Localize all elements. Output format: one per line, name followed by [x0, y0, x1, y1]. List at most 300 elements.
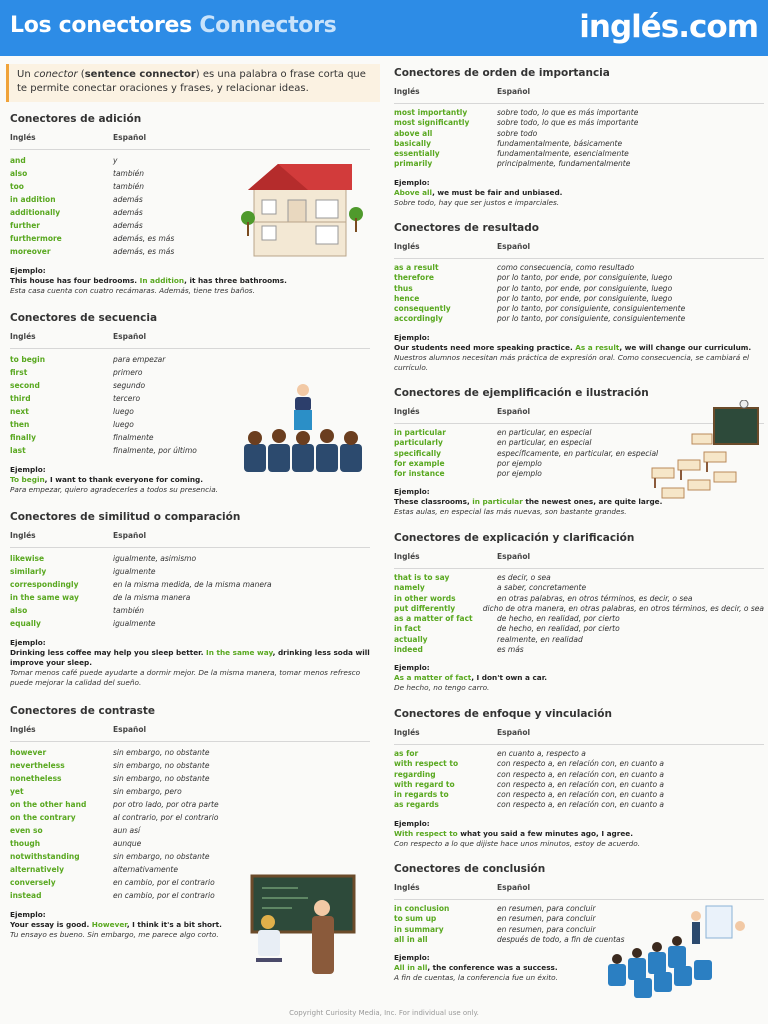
connector-english: primarily: [394, 159, 433, 169]
example-post: , drinking less soda will improve your sleep.: [10, 648, 370, 667]
connector-spanish: por ejemplo: [497, 469, 542, 479]
connector-english: in other words: [394, 593, 456, 603]
table-row: [394, 759, 764, 769]
col-header-spanish: Español: [497, 242, 531, 251]
section-importancia: [394, 67, 764, 208]
table-row: [394, 139, 764, 149]
connector-spanish: por lo tanto, por ende, por consiguiente, luego: [497, 293, 673, 303]
example-sentence: [10, 276, 370, 286]
connector-spanish: igualmente: [113, 619, 156, 628]
connector-english: last: [10, 446, 26, 455]
connector-english: in summary: [394, 924, 444, 934]
table-row: [394, 583, 764, 593]
example-post: , we will change our curriculum.: [619, 342, 752, 352]
col-header-spanish: Español: [497, 87, 531, 96]
col-header-english: Inglés: [10, 332, 36, 341]
intro-box: [6, 64, 380, 102]
connector-spanish: luego: [113, 420, 134, 429]
example-post: what you said a few minutes ago, I agree.: [457, 828, 633, 838]
connector-spanish: por ejemplo: [497, 458, 542, 468]
connector-english: hence: [394, 293, 420, 303]
connector-english: in fact: [394, 624, 421, 634]
connector-spanish: también: [113, 606, 145, 615]
table-row: [10, 837, 370, 850]
table-row: [394, 780, 764, 790]
connector-spanish: igualmente: [113, 567, 156, 576]
table-row: [394, 594, 764, 604]
col-header-english: Inglés: [10, 725, 36, 734]
table-row: [394, 604, 764, 614]
section-title: Conectores de enfoque y vinculación: [394, 708, 612, 720]
example-highlight: Above all: [394, 187, 433, 197]
connector-spanish: en resumen, para concluir: [497, 904, 596, 913]
connector-english: conversely: [10, 878, 56, 887]
example-highlight: As a result: [575, 342, 620, 352]
example-block: [10, 266, 370, 296]
col-header-spanish: Español: [497, 883, 531, 892]
table-header: [394, 728, 764, 745]
connector-spanish: por lo tanto, por ende, por consiguiente, luego: [497, 273, 673, 283]
example-sentence: [394, 829, 764, 839]
connector-spanish: además: [113, 221, 143, 230]
connector-english: correspondingly: [10, 580, 79, 589]
connector-english: namely: [394, 583, 425, 593]
col-header-english: Inglés: [394, 728, 420, 737]
connector-english: put differently: [394, 603, 456, 613]
connector-spanish: aunque: [113, 839, 142, 848]
connector-english: that is to say: [394, 573, 450, 582]
table-row: [394, 149, 764, 159]
example-highlight: in particular: [472, 497, 523, 507]
title-spanish: Los conectores: [10, 13, 192, 38]
connector-english: yet: [10, 787, 24, 796]
table-row: [10, 366, 370, 379]
connector-spanish: por lo tanto, por consiguiente, consiguientemente: [497, 304, 686, 314]
example-sentence: [394, 188, 764, 198]
table-row: [10, 785, 370, 798]
table-row: [394, 790, 764, 800]
table-row: [10, 746, 370, 759]
example-sentence: [10, 475, 370, 485]
connector-english: as a matter of fact: [394, 614, 473, 624]
example-label: Ejemplo:: [10, 465, 46, 474]
table-row: [394, 749, 764, 759]
connector-spanish: luego: [113, 407, 134, 416]
connector-spanish: además, es más: [113, 234, 175, 243]
example-label: Ejemplo:: [394, 663, 430, 673]
connector-english: first: [10, 368, 28, 377]
example-label: Ejemplo:: [394, 818, 430, 828]
connector-spanish: segundo: [113, 381, 146, 390]
example-highlight: With respect to: [394, 828, 458, 838]
example-label: Ejemplo:: [394, 332, 430, 342]
table-header: [394, 87, 764, 104]
example-translation: Tu ensayo es bueno. Sin embargo, me parece algo corto.: [10, 930, 219, 939]
connector-english: notwithstanding: [10, 852, 80, 861]
table-row: [10, 353, 370, 366]
connector-english: further: [10, 221, 41, 230]
table-row: [394, 635, 764, 645]
section-explicacion: [394, 532, 764, 693]
example-translation: De hecho, no tengo carro.: [394, 683, 490, 693]
example-post: , I think it's a bit short.: [126, 920, 222, 929]
page-header: [0, 0, 768, 56]
col-header-english: Inglés: [394, 883, 420, 892]
example-translation: Sobre todo, hay que ser justos e imparciales.: [394, 197, 560, 207]
example-post: , the conference was a success.: [427, 963, 558, 973]
table-row: [394, 108, 764, 118]
connector-spanish: en particular, en especial: [497, 428, 592, 437]
example-highlight: In addition: [139, 276, 185, 285]
connector-english: therefore: [394, 273, 434, 283]
connector-spanish: con respecto a, en relación con, en cuanto a: [497, 790, 665, 800]
section-title: Conectores de similitud o comparación: [10, 511, 241, 523]
intro-term-conector: conector: [33, 69, 78, 80]
col-header-spanish: Español: [113, 725, 147, 734]
connector-spanish: es más: [497, 645, 524, 655]
table-header: [10, 725, 370, 742]
table-row: [394, 159, 764, 169]
page-title: [10, 13, 336, 38]
connector-spanish: tercero: [113, 394, 141, 403]
connector-english: to begin: [10, 355, 46, 364]
connector-english: for instance: [394, 469, 445, 479]
example-label: Ejemplo:: [10, 910, 46, 919]
col-header-english: Inglés: [10, 133, 36, 142]
example-translation: A fin de cuentas, la conferencia fue un éxito.: [394, 973, 558, 983]
connector-english: instead: [10, 891, 42, 900]
table-row: [394, 800, 764, 810]
speaker-illustration: [242, 382, 364, 474]
teacher-illustration: [248, 872, 358, 982]
example-pre: Your essay is good.: [10, 920, 92, 929]
connector-english: most importantly: [394, 108, 468, 117]
table-row: [394, 304, 764, 314]
example-block: [394, 333, 764, 373]
connector-english: above all: [394, 128, 433, 138]
col-header-english: Inglés: [394, 87, 420, 96]
connector-spanish: sin embargo, no obstante: [113, 761, 210, 770]
section-title: Conectores de ejemplificación e ilustración: [394, 387, 649, 399]
connector-english: as regards: [394, 800, 439, 810]
table-row: [394, 314, 764, 324]
example-post: , I don't own a car.: [471, 673, 548, 683]
connector-spanish: de hecho, en realidad, por cierto: [497, 614, 620, 624]
col-header-english: Inglés: [10, 531, 36, 540]
example-highlight: All in all: [394, 963, 428, 973]
connector-spanish: en resumen, para concluir: [497, 924, 596, 934]
connector-spanish: sin embargo, no obstante: [113, 852, 210, 861]
table-row: [394, 129, 764, 139]
col-header-english: Inglés: [394, 552, 420, 561]
example-block: [10, 638, 370, 688]
connector-spanish: sobre todo: [497, 128, 538, 138]
connector-english: likewise: [10, 554, 45, 563]
connector-spanish: en particular, en especial: [497, 438, 592, 448]
connector-english: particularly: [394, 438, 443, 448]
section-title: Conectores de orden de importancia: [394, 67, 610, 79]
example-translation: Con respecto a lo que dijiste hace unos minutos, estoy de acuerdo.: [394, 838, 641, 848]
table-row: [394, 118, 764, 128]
connector-spanish: además: [113, 208, 143, 217]
connector-english: consequently: [394, 304, 451, 314]
table-row: [10, 578, 370, 591]
connector-spanish: sin embargo, pero: [113, 787, 182, 796]
connector-english: most significantly: [394, 118, 470, 128]
table-header: [394, 883, 764, 900]
example-sentence: [10, 648, 370, 668]
table-row: [10, 759, 370, 772]
example-highlight: However: [91, 920, 127, 929]
connector-english: then: [10, 420, 30, 429]
example-sentence: [394, 343, 764, 353]
table-row: [394, 263, 764, 273]
connector-spanish: al contrario, por el contrario: [113, 813, 219, 822]
connector-spanish: finalmente: [113, 433, 154, 442]
intro-term-sentence-connector: sentence connector: [84, 69, 196, 80]
section-enfoque: [394, 708, 764, 849]
example-translation: Estas aulas, en especial las más nuevas, son bastante grandes.: [394, 507, 627, 517]
table-row: [10, 604, 370, 617]
intro-text-3: ) es una palabra o frase corta que te permite conectar oraciones y frases, y relacionar ideas.: [17, 69, 366, 94]
connector-english: and: [10, 156, 26, 165]
section-title: Conectores de contraste: [10, 705, 156, 717]
connector-english: in conclusion: [394, 904, 450, 913]
connector-spanish: igualmente, asimismo: [113, 554, 197, 563]
connector-english: similarly: [10, 567, 47, 576]
example-block: [394, 819, 764, 849]
example-pre: These classrooms,: [394, 497, 473, 507]
example-block: [394, 663, 764, 693]
connector-spanish: finalmente, por último: [113, 446, 197, 455]
connector-spanish: y: [113, 156, 118, 165]
connector-english: specifically: [394, 448, 442, 458]
connector-english: indeed: [394, 645, 423, 655]
connector-english: second: [10, 381, 40, 390]
connector-spanish: en otras palabras, en otros términos, es decir, o sea: [497, 593, 693, 603]
section-title: Conectores de resultado: [394, 222, 539, 234]
connector-english: equally: [10, 619, 41, 628]
section-title: Conectores de adición: [10, 113, 142, 125]
table-row: [394, 614, 764, 624]
connector-spanish: a saber, concretamente: [497, 583, 587, 593]
connector-spanish: después de todo, a fin de cuentas: [497, 934, 625, 944]
table-row: [10, 772, 370, 785]
table-row: [10, 811, 370, 824]
section-title: Conectores de conclusión: [394, 863, 546, 875]
table-row: [10, 565, 370, 578]
example-highlight: In the same way: [206, 648, 273, 657]
connector-english: also: [10, 606, 28, 615]
table-header: [10, 531, 370, 548]
section-similitud: [10, 511, 370, 688]
connector-english: nevertheless: [10, 761, 65, 770]
example-block: [394, 178, 764, 208]
connector-spanish: por lo tanto, por consiguiente, consiguientemente: [497, 314, 686, 324]
connector-english: on the contrary: [10, 813, 76, 822]
connector-spanish: en cuanto a, respecto a: [497, 749, 586, 758]
table-row: [10, 591, 370, 604]
connector-spanish: realmente, en realidad: [497, 634, 583, 644]
house-illustration: [238, 160, 366, 260]
connector-spanish: primero: [113, 368, 143, 377]
example-translation: Nuestros alumnos necesitan más práctica de expresión oral. Como consecuencia, se cambiará el currículo.: [394, 352, 750, 372]
example-label: Ejemplo:: [394, 953, 430, 963]
connector-spanish: con respecto a, en relación con, en cuanto a: [497, 769, 665, 779]
table-header: [394, 552, 764, 569]
connector-spanish: dicho de otra manera, en otras palabras, en otros términos, es decir, o sea: [482, 603, 764, 613]
connector-english: nonetheless: [10, 774, 62, 783]
connector-spanish: por lo tanto, por ende, por consiguiente, luego: [497, 283, 673, 293]
connector-english: though: [10, 839, 41, 848]
example-post: , it has three bathrooms.: [184, 276, 287, 285]
connector-english: actually: [394, 634, 428, 644]
example-sentence: [394, 673, 764, 683]
table-header: [394, 242, 764, 259]
connector-english: in addition: [10, 195, 56, 204]
connector-spanish: con respecto a, en relación con, en cuanto a: [497, 800, 665, 810]
connector-spanish: también: [113, 182, 145, 191]
intro-text-1: Un: [17, 69, 34, 80]
connector-english: accordingly: [394, 314, 443, 324]
connector-english: in particular: [394, 428, 446, 437]
col-header-spanish: Español: [113, 531, 147, 540]
connector-english: finally: [10, 433, 36, 442]
intro-text-2: (: [77, 69, 85, 80]
classroom-illustration: [648, 400, 760, 512]
col-header-english: Inglés: [394, 407, 420, 416]
connector-english: however: [10, 748, 47, 757]
example-highlight: As a matter of fact: [394, 673, 472, 683]
connector-spanish: en resumen, para concluir: [497, 914, 596, 924]
connector-spanish: es decir, o sea: [497, 573, 551, 582]
example-translation: Esta casa cuenta con cuatro recámaras. Además, tiene tres baños.: [10, 286, 255, 295]
table-row: [394, 284, 764, 294]
connector-english: furthermore: [10, 234, 62, 243]
logo[interactable]: inglés.com: [579, 9, 758, 45]
connector-spanish: en cambio, por el contrario: [113, 891, 215, 900]
connector-english: also: [10, 169, 28, 178]
example-post: , we must be fair and unbiased.: [432, 187, 563, 197]
connector-spanish: también: [113, 169, 145, 178]
connector-spanish: fundamentalmente, básicamente: [497, 138, 623, 148]
table-row: [10, 798, 370, 811]
section-title: Conectores de explicación y clarificación: [394, 532, 635, 544]
connector-english: as for: [394, 749, 419, 758]
connector-spanish: fundamentalmente, esencialmente: [497, 149, 629, 159]
example-pre: This house has four bedrooms.: [10, 276, 140, 285]
connector-english: regarding: [394, 769, 436, 779]
example-highlight: To begin: [10, 475, 45, 484]
conference-illustration: [604, 904, 750, 1000]
connector-spanish: además, es más: [113, 247, 175, 256]
example-pre: Our students need more speaking practice.: [394, 342, 576, 352]
example-translation: Tomar menos café puede ayudarte a dormir mejor. De la misma manera, tomar menos refresco puede mejorar la calidad del sueño.: [10, 668, 361, 687]
connector-spanish: principalmente, fundamentalmente: [497, 159, 631, 169]
connector-spanish: alternativamente: [113, 865, 178, 874]
connector-spanish: con respecto a, en relación con, en cuanto a: [497, 759, 665, 769]
col-header-spanish: Español: [497, 728, 531, 737]
connector-english: moreover: [10, 247, 51, 256]
connector-spanish: de hecho, en realidad, por cierto: [497, 624, 620, 634]
connector-spanish: específicamente, en particular, en especial: [497, 448, 659, 458]
example-label: Ejemplo:: [10, 638, 46, 647]
connector-english: alternatively: [10, 865, 64, 874]
connector-spanish: sobre todo, lo que es más importante: [497, 108, 639, 117]
col-header-spanish: Español: [497, 552, 531, 561]
connector-english: too: [10, 182, 24, 191]
example-label: Ejemplo:: [10, 266, 46, 275]
connector-english: on the other hand: [10, 800, 87, 809]
connector-english: thus: [394, 283, 413, 293]
col-header-spanish: Español: [497, 407, 531, 416]
section-resultado: [394, 222, 764, 373]
connector-english: to sum up: [394, 914, 437, 924]
connector-english: in regards to: [394, 790, 449, 800]
table-header: [10, 332, 370, 349]
connector-spanish: sin embargo, no obstante: [113, 774, 210, 783]
connector-spanish: sobre todo, lo que es más importante: [497, 118, 639, 128]
connector-english: additionally: [10, 208, 61, 217]
table-row: [10, 552, 370, 565]
footer-copyright: Copyright Curiosity Media, Inc. For individual use only.: [289, 1009, 479, 1017]
table-row: [10, 824, 370, 837]
connector-english: with regard to: [394, 779, 455, 789]
connector-english: essentially: [394, 149, 440, 159]
connector-spanish: sin embargo, no obstante: [113, 748, 210, 757]
example-post: the newest ones, are quite large.: [522, 497, 663, 507]
connector-english: basically: [394, 138, 432, 148]
connector-spanish: de la misma manera: [113, 593, 191, 602]
table-row: [394, 294, 764, 304]
title-english: Connectors: [199, 13, 337, 38]
connector-english: with respect to: [394, 759, 459, 769]
table-row: [10, 617, 370, 630]
connector-english: all in all: [394, 934, 428, 944]
example-translation: Para empezar, quiero agradecerles a todos su presencia.: [10, 485, 218, 494]
col-header-spanish: Español: [113, 133, 147, 142]
connector-spanish: además: [113, 195, 143, 204]
table-row: [10, 850, 370, 863]
col-header-english: Inglés: [394, 242, 420, 251]
table-row: [394, 624, 764, 634]
table-row: [394, 273, 764, 283]
col-header-spanish: Español: [113, 332, 147, 341]
section-title: Conectores de secuencia: [10, 312, 158, 324]
connector-spanish: en la misma medida, de la misma manera: [113, 580, 272, 589]
connector-english: third: [10, 394, 31, 403]
connector-english: next: [10, 407, 29, 416]
connector-spanish: por otro lado, por otra parte: [113, 800, 219, 809]
example-pre: Drinking less coffee may help you sleep better.: [10, 648, 207, 657]
connector-english: as a result: [394, 263, 439, 272]
connector-spanish: para empezar: [113, 355, 166, 364]
example-label: Ejemplo:: [394, 487, 430, 497]
connector-english: for example: [394, 458, 445, 468]
table-header: [10, 133, 370, 150]
connector-spanish: con respecto a, en relación con, en cuanto a: [497, 779, 665, 789]
connector-english: even so: [10, 826, 43, 835]
table-row: [394, 573, 764, 583]
example-label: Ejemplo:: [394, 177, 430, 187]
example-post: , I want to thank everyone for coming.: [44, 475, 204, 484]
connector-spanish: en cambio, por el contrario: [113, 878, 215, 887]
table-row: [394, 770, 764, 780]
connector-spanish: como consecuencia, como resultado: [497, 263, 635, 272]
connector-spanish: aun así: [113, 826, 141, 835]
connector-english: in the same way: [10, 593, 79, 602]
table-row: [394, 645, 764, 655]
